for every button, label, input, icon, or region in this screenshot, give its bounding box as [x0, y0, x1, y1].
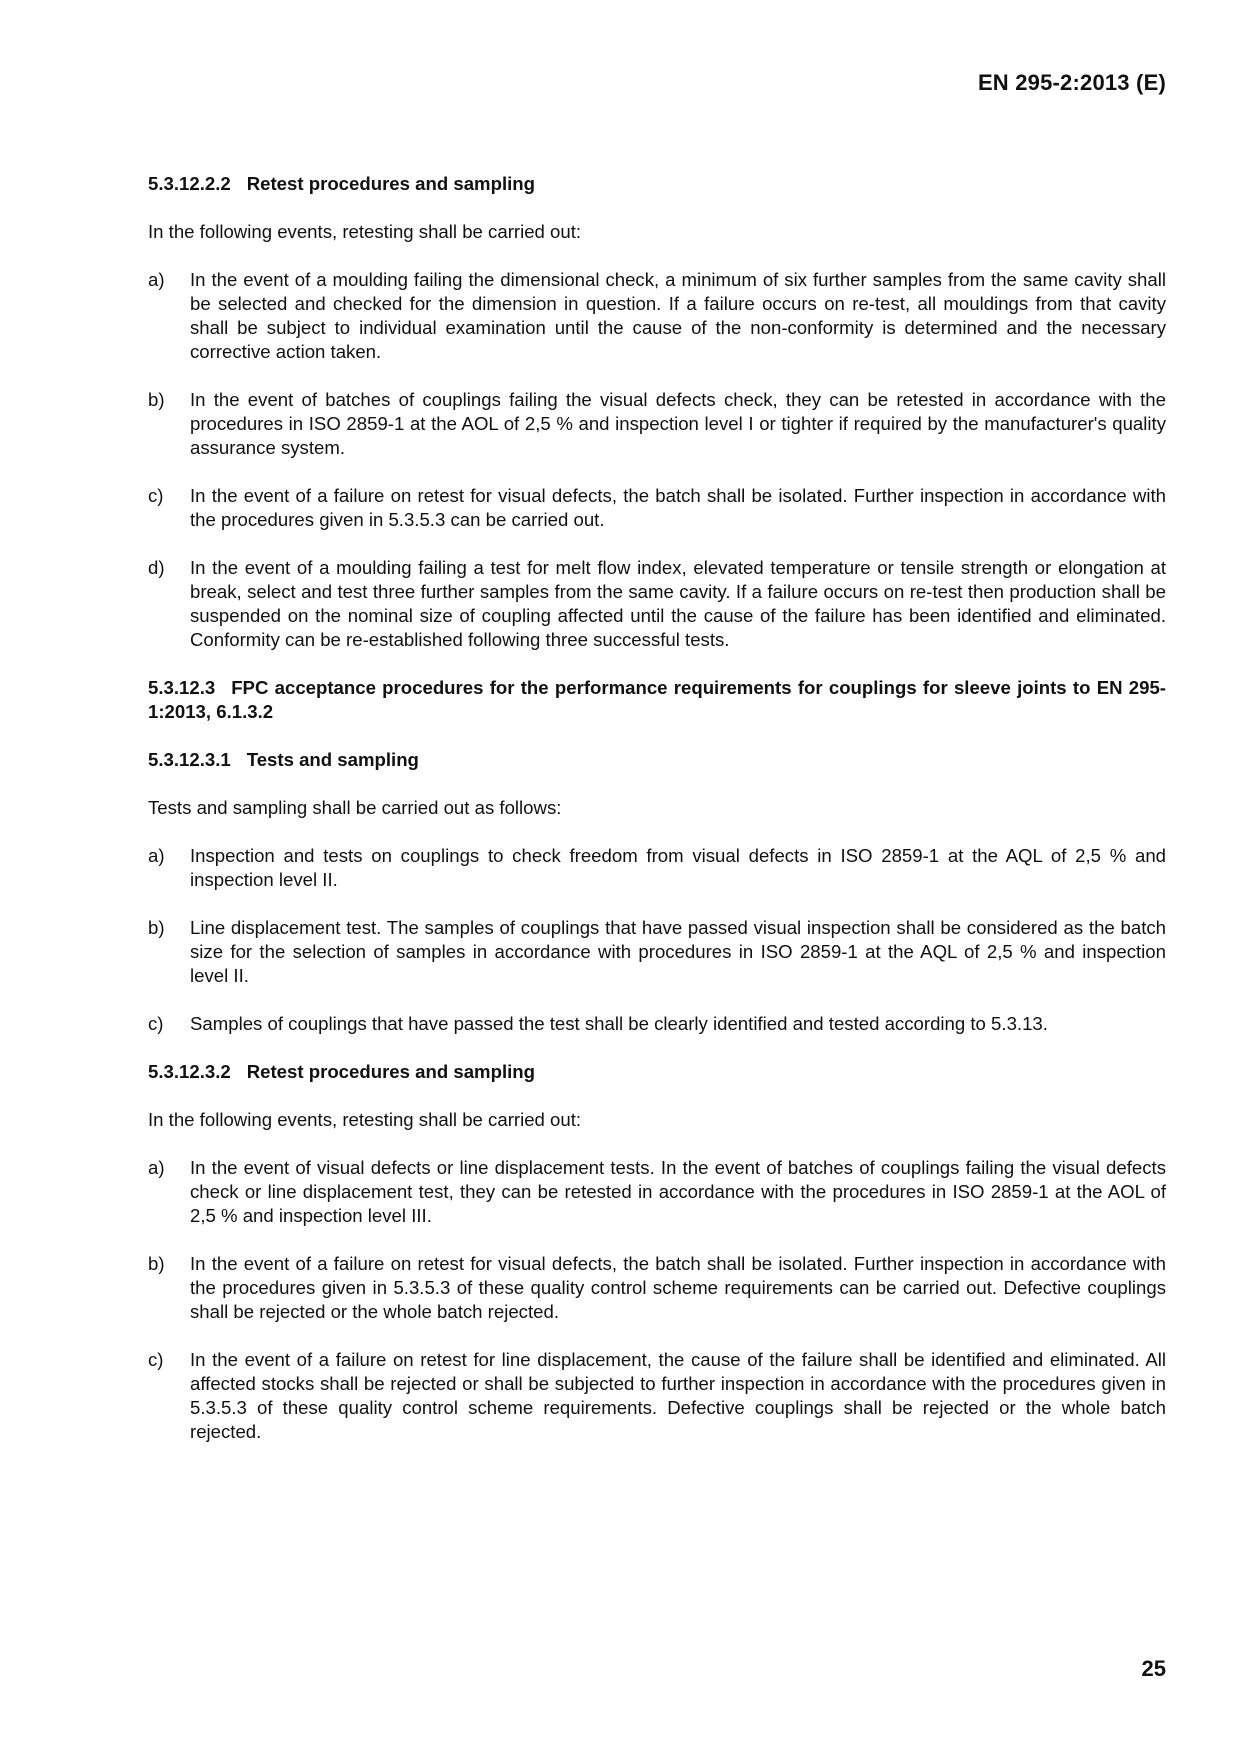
list-marker: b)	[148, 917, 165, 938]
section-number: 5.3.12.3.1	[148, 749, 231, 770]
list-marker: d)	[148, 557, 165, 578]
list-item	[148, 1012, 1166, 1036]
list-item	[148, 844, 1166, 892]
list-item-text: In the event of a moulding failing the dimensional check, a minimum of six further samples from the same cavity shall be selected and checked for the dimension in question. If a failure occurs on re-test, all mouldings from that cavity shall be subject to individual examination until the cause of the non-conformity is determined and the necessary corrective action taken.	[190, 269, 1166, 362]
list-item-text: In the event of visual defects or line displacement tests. In the event of batches of couplings failing the visual defects check or line displacement test, they can be retested in accordance with the procedures in ISO 2859-1 at the AOL of 2,5 % and inspection level III.	[190, 1157, 1166, 1226]
list-marker: a)	[148, 1157, 165, 1178]
section-heading	[148, 1060, 1166, 1084]
section-intro: In the following events, retesting shall be carried out:	[148, 1109, 582, 1130]
section-number: 5.3.12.2.2	[148, 173, 231, 194]
list-item-text: Line displacement test. The samples of couplings that have passed visual inspection shall be considered as the batch size for the selection of samples in accordance with procedures in ISO 2859-1 at the AQL of 2,5 % and inspection level II.	[190, 917, 1166, 986]
list-item-text: In the event of a failure on retest for visual defects, the batch shall be isolated. Further inspection in accordance with the procedures given in 5.3.5.3 can be carried out.	[190, 485, 1166, 530]
list-item	[148, 484, 1166, 532]
list-item-text: In the event of a failure on retest for line displacement, the cause of the failure shall be identified and eliminated. All affected stocks shall be rejected or shall be subjected to further inspection in accordance with the procedures given in 5.3.5.3 of these quality control scheme requirements. Defective couplings shall be rejected or the whole batch rejected.	[190, 1349, 1166, 1442]
section-intro: Tests and sampling shall be carried out as follows:	[148, 797, 562, 818]
list-marker: a)	[148, 269, 165, 290]
list-marker: c)	[148, 1013, 164, 1034]
section-heading	[148, 748, 1166, 772]
list-item	[148, 1252, 1166, 1324]
tests-list	[148, 844, 1166, 1036]
section-title: Tests and sampling	[246, 749, 419, 770]
document-identifier: EN 295-2:2013 (E)	[977, 70, 1166, 95]
section-title: Retest procedures and sampling	[246, 1061, 535, 1082]
section-number: 5.3.12.3	[148, 677, 216, 698]
list-item-text: Samples of couplings that have passed the test shall be clearly identified and tested according to 5.3.13.	[190, 1013, 1048, 1034]
retest-list	[148, 268, 1166, 652]
list-item	[148, 1156, 1166, 1228]
section-number: 5.3.12.3.2	[148, 1061, 231, 1082]
page-content	[148, 172, 1166, 1468]
list-item	[148, 388, 1166, 460]
retest-list	[148, 1156, 1166, 1444]
section-title: FPC acceptance procedures for the performance requirements for couplings for sleeve joints to EN 295-1:2013, 6.1.3.2	[148, 677, 1166, 722]
list-item	[148, 556, 1166, 652]
list-marker: b)	[148, 1253, 165, 1274]
list-marker: c)	[148, 1349, 164, 1370]
section-heading	[148, 172, 1166, 196]
list-item-text: Inspection and tests on couplings to check freedom from visual defects in ISO 2859-1 at the AQL of 2,5 % and inspection level II.	[190, 845, 1166, 890]
list-marker: c)	[148, 485, 164, 506]
list-item	[148, 1348, 1166, 1444]
list-item	[148, 268, 1166, 364]
list-item-text: In the event of a failure on retest for visual defects, the batch shall be isolated. Further inspection in accordance with the procedures given in 5.3.5.3 of these quality control scheme requirements can be carried out. Defective couplings shall be rejected or the whole batch rejected.	[190, 1253, 1166, 1322]
list-marker: b)	[148, 389, 165, 410]
list-item-text: In the event of a moulding failing a test for melt flow index, elevated temperature or tensile strength or elongation at break, select and test three further samples from the same cavity. If a failure occurs on re-test then production shall be suspended on the nominal size of coupling affected until the cause of the failure has been identified and eliminated. Conformity can be re-established following three successful tests.	[190, 557, 1166, 650]
list-marker: a)	[148, 845, 165, 866]
list-item	[148, 916, 1166, 988]
list-item-text: In the event of batches of couplings failing the visual defects check, they can be retested in accordance with the procedures in ISO 2859-1 at the AOL of 2,5 % and inspection level I or tighter if required by the manufacturer's quality assurance system.	[190, 389, 1166, 458]
section-intro: In the following events, retesting shall be carried out:	[148, 221, 582, 242]
section-title: Retest procedures and sampling	[246, 173, 535, 194]
section-heading	[148, 676, 1166, 724]
page-number: 25	[1141, 1656, 1166, 1681]
